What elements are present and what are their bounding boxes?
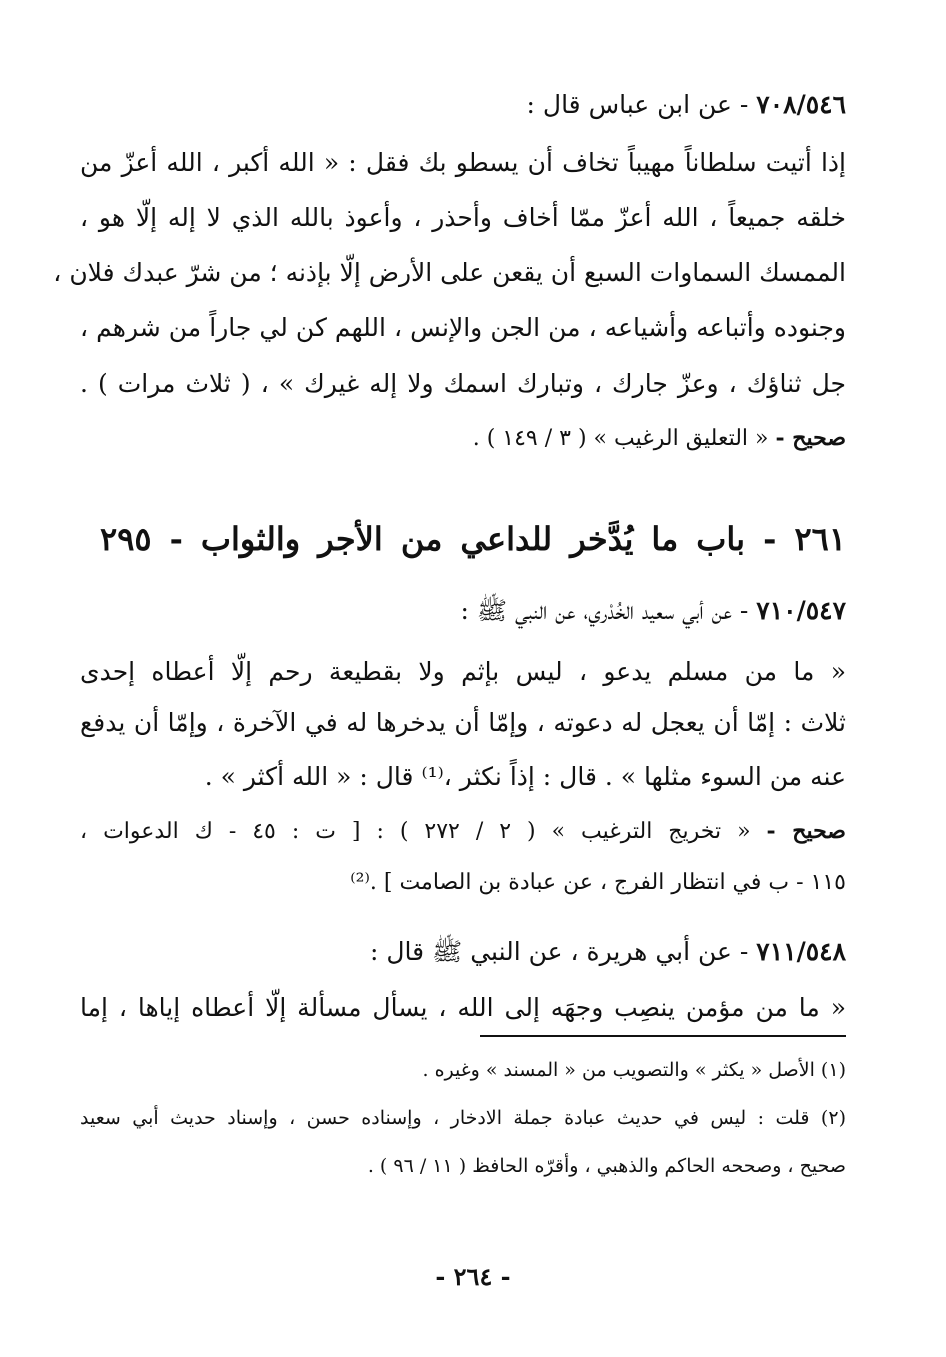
hadith-548-header [370, 935, 846, 969]
hadith-546-grade: صحيح - [775, 425, 846, 451]
hadith-548-number: ٧١١/٥٤٨ [756, 937, 846, 966]
footnote-1: (١) الأصل « يكثر » والتصويب من « المسند » وغيره . [422, 1059, 846, 1081]
hadith-547-text-line: ثلاث : إمّا أن يعجل له دعوته ، وإمّا أن يدخرها له في الآخرة ، وإمّا أن يدفع [80, 708, 846, 737]
hadith-548-text-line: « ما من مؤمن ينصِب وجهَه إلى الله ، يسأل مسألة إلّا أعطاه إياها ، إما [80, 993, 846, 1022]
hadith-547-source-line-1: « تخريج الترغيب » ( ٢ / ٢٧٢ ) : [ ت : ٤٥ - ك الدعوات ، [80, 819, 767, 844]
hadith-547-grading [80, 814, 846, 849]
hadith-547-text-line: عنه من السوء مثلها » . قال : إذاً نكثر ،⁽¹⁾ قال : « الله أكثر » . [204, 762, 846, 791]
hadith-546-text-line: إذا أتيت سلطاناً مهيباً تخاف أن يسطو بك فقل : « الله أكبر ، الله أعزّ من [80, 148, 846, 177]
hadith-546-text-line: جل ثناؤك ، وعزّ جارك ، وتبارك اسمك ولا إله غيرك » ، ( ثلاث مرات ) . [80, 369, 846, 398]
hadith-546-header [527, 88, 846, 122]
hadith-548-intro: - عن أبي هريرة ، عن النبي ﷺ قال : [370, 937, 757, 966]
footnote-separator [480, 1035, 846, 1037]
footnote-2-line-2: صحيح ، وصححه الحاكم والذهبي ، وأقرّه الحافظ ( ١١ / ٩٦ ) . [367, 1155, 846, 1177]
hadith-546-source: « التعليق الرغيب » ( ٣ / ١٤٩ ) . [472, 426, 776, 451]
hadith-547-text-line: « ما من مسلم يدعو ، ليس بإثم ولا بقطيعة رحم إلّا أعطاه إحدى [80, 657, 846, 686]
hadith-547-number: ٧١٠/٥٤٧ [756, 596, 846, 625]
hadith-547-header [460, 594, 846, 628]
hadith-546-number: ٧٠٨/٥٤٦ [756, 90, 846, 119]
page-number: - ٢٦٤ - [435, 1262, 511, 1291]
hadith-546-grading [473, 421, 846, 456]
hadith-546-text-line: خلقه جميعاً ، الله أعزّ ممّا أخاف وأحذر ، وأعوذ بالله الذي لا إله إلّا هو ، [80, 203, 846, 232]
hadith-546-text-line: وجنوده وأتباعه وأشياعه ، من الجن والإنس ، اللهم كن لي جاراً من شرهم ، [80, 313, 846, 342]
hadith-547-intro: - عن أبي سعيد الخُدْري، عن النبي ﷺ : [460, 596, 757, 625]
chapter-title: ٢٦١ - باب ما يُدَّخر للداعي من الأجر والثواب - ٢٩٥ [100, 520, 846, 558]
hadith-546-intro: - عن ابن عباس قال : [526, 90, 757, 119]
hadith-546-text-line: الممسك السماوات السبع أن يقعن على الأرض إلّا بإذنه ؛ من شرّ عبدك فلان ، [53, 258, 846, 287]
hadith-547-source-line-2: ١١٥ - ب في انتظار الفرج ، عن عبادة بن الصامت ] .⁽²⁾ [350, 870, 846, 895]
hadith-547-grade: صحيح - [766, 818, 846, 844]
footnote-2-line-1: (٢) قلت : ليس في حديث عبادة جملة الادخار ، وإسناده حسن ، وإسناد حديث أبي سعيد [80, 1107, 846, 1129]
